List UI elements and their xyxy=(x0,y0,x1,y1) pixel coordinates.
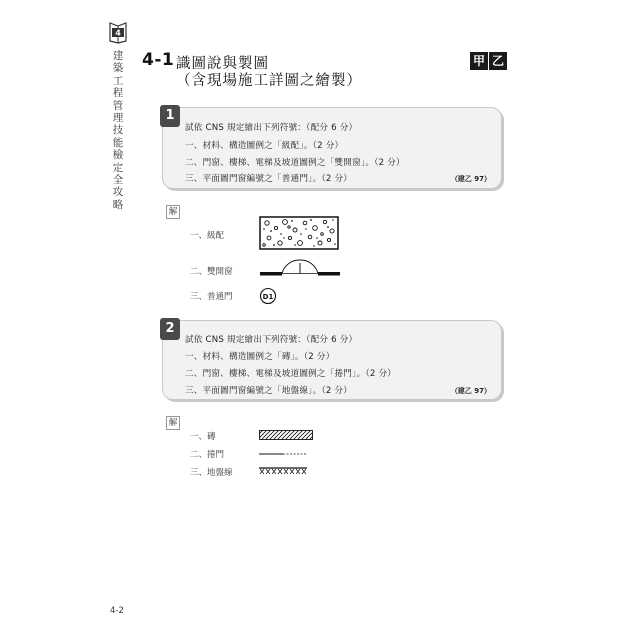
question-line: 一、材料、構造圖例之「級配」。（2 分） xyxy=(185,141,344,151)
question-line: 試依 CNS 規定繪出下列符號：（配分 6 分） xyxy=(185,335,358,345)
roller-door-symbol xyxy=(259,450,307,458)
door-number-label: D1 xyxy=(262,293,274,301)
question-box-1 xyxy=(162,107,502,189)
section-number: 4-1 xyxy=(142,50,175,70)
section-title: 識圖說與製圖 xyxy=(176,56,269,72)
page-number: 4-2 xyxy=(110,606,124,616)
question-line: 二、門窗、樓梯、電梯及坡道圖例之「捲門」。（2 分） xyxy=(185,369,397,379)
gravel-symbol xyxy=(259,216,339,250)
door-number-symbol xyxy=(259,287,277,305)
exam-source-note: （建乙 97） xyxy=(450,175,491,183)
question-line: 二、門窗、樓梯、電梯及坡道圖例之「雙開窗」。（2 分） xyxy=(185,158,405,168)
answer-item: 三、普通門 xyxy=(190,292,233,302)
answer-item: 一、級配 xyxy=(190,231,225,241)
ground-line-symbol xyxy=(259,466,307,476)
question-line: 三、平面圖門窗編號之「普通門」。（2 分） xyxy=(185,174,353,184)
chapter-book-icon xyxy=(108,20,128,44)
book-title-vertical: 建築工程管理技能檢定全攻略 xyxy=(112,50,124,211)
brick-symbol xyxy=(259,430,313,440)
double-window-symbol xyxy=(259,258,341,278)
question-number: 2 xyxy=(160,318,180,340)
answer-label: 解 xyxy=(166,205,180,219)
chapter-number: 4 xyxy=(115,28,121,38)
answer-item: 一、磚 xyxy=(190,432,216,442)
level-badge-jia: 甲 xyxy=(470,52,488,70)
question-line: 三、平面圖門窗編號之「地盤線」。（2 分） xyxy=(185,386,353,396)
question-number: 1 xyxy=(160,105,180,127)
answer-item: 二、捲門 xyxy=(190,450,225,460)
question-line: 試依 CNS 規定繪出下列符號：（配分 6 分） xyxy=(185,123,358,133)
answer-label: 解 xyxy=(166,416,180,430)
level-badge-yi: 乙 xyxy=(489,52,507,70)
exam-source-note: （建乙 97） xyxy=(450,387,491,395)
answer-item: 二、雙開窗 xyxy=(190,267,233,277)
question-box-2 xyxy=(162,320,502,400)
question-line: 一、材料、構造圖例之「磚」。（2 分） xyxy=(185,352,335,362)
answer-item: 三、地盤線 xyxy=(190,468,233,478)
section-subtitle: （含現場施工詳圖之繪製） xyxy=(176,73,362,89)
